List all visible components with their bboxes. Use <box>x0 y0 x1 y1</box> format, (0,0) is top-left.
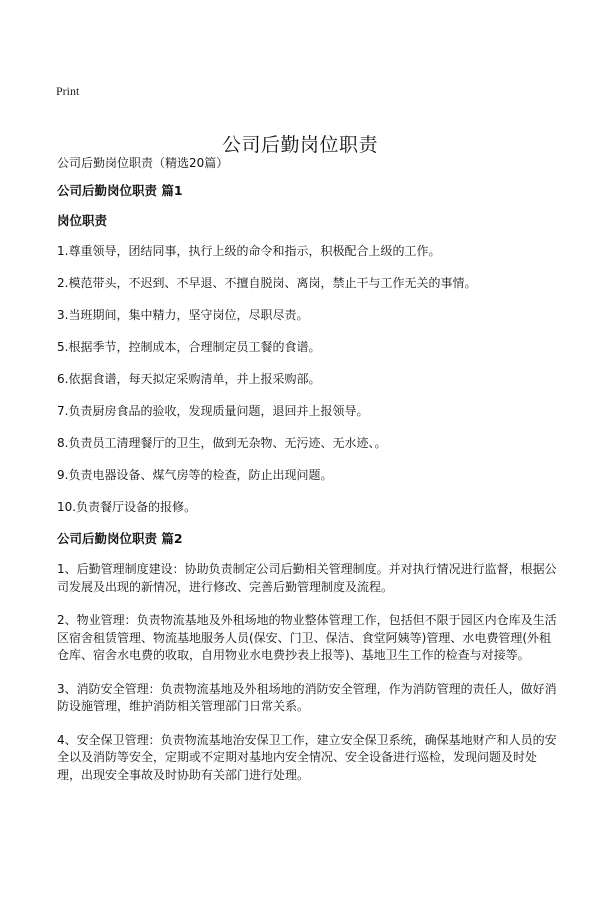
list-item: 6.依据食谱，每天拟定采购清单，并上报采购部。 <box>57 372 321 386</box>
list-item: 10.负责餐厅设备的报修。 <box>57 500 197 514</box>
paragraph: 2、物业管理：负责物流基地及外租场地的物业整体管理工作，包括但不限于园区内仓库及生活区宿舍租赁管理、物流基地服务人员(保安、门卫、保洁、食堂阿姨等)管理、水电费管理(外租仓库、宿舍水电费的收取，自用物业水电费抄表上报等)、基地卫生工作的检查与对接等。 <box>57 613 557 662</box>
list-item: 8.负责员工清理餐厅的卫生，做到无杂物、无污迹、无水迹、。 <box>57 436 387 450</box>
paragraph: 1、后勤管理制度建设：协助负责制定公司后勤相关管理制度。并对执行情况进行监督，根据公司发展及出现的新情况，进行修改、完善后勤管理制度及流程。 <box>57 562 557 594</box>
document-title: 公司后勤岗位职责 <box>221 133 378 156</box>
paragraph: 3、消防安全管理：负责物流基地及外租场地的消防安全管理，作为消防管理的责任人，做好消防设施管理，维护消防相关管理部门日常关系。 <box>57 681 557 713</box>
list-item: 7.负责厨房食品的验收，发现质量问题，退回并上报领导。 <box>57 404 369 418</box>
list-item: 2.模范带头，不迟到、不早退、不擅自脱岗、离岗，禁止干与工作无关的事情。 <box>57 276 477 290</box>
section-heading-1: 公司后勤岗位职责 篇1 <box>57 183 183 198</box>
list-item: 9.负责电器设备、煤气房等的检查，防止出现问题。 <box>57 468 333 482</box>
document-subtitle: 公司后勤岗位职责（精选20篇） <box>57 156 229 170</box>
duties-subheading: 岗位职责 <box>57 213 108 228</box>
list-item: 1.尊重领导，团结同事，执行上级的命令和指示，积极配合上级的工作。 <box>57 244 441 258</box>
document-body <box>57 155 557 800</box>
section-heading-2: 公司后勤岗位职责 篇2 <box>57 531 183 546</box>
paragraph: 4、安全保卫管理：负责物流基地治安保卫工作，建立安全保卫系统，确保基地财产和人员的安全以及消防等安全，定期或不定期对基地内安全情况、安全设备进行巡检，发现问题及时处理，出现安全事故及时协助有关部门进行处理。 <box>57 732 557 782</box>
list-item: 5.根据季节，控制成本，合理制定员工餐的食谱。 <box>57 340 321 354</box>
list-item: 3.当班期间，集中精力，坚守岗位，尽职尽责。 <box>57 308 309 322</box>
print-label: Print <box>56 84 80 98</box>
